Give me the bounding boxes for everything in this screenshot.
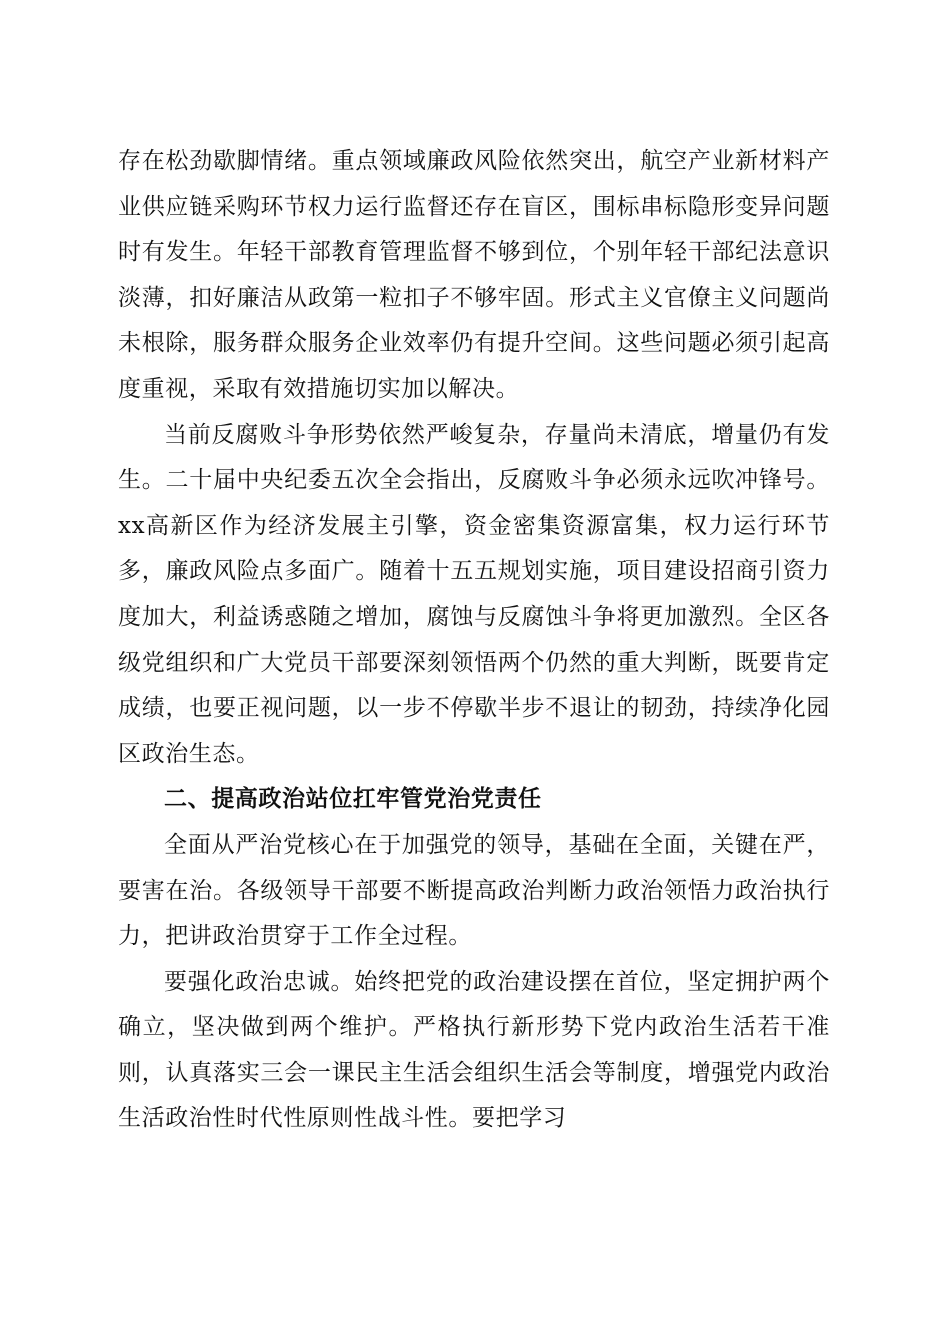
paragraph-situation: 当前反腐败斗争形势依然严峻复杂，存量尚未清底，增量仍有发生。二十届中央纪委五次全会指出，反腐败斗争必须永远吹冲锋号。xx高新区作为经济发展主引擎，资金密集资源富集，权力运行环节多，廉政风险点多面广。随着十五五规划实施，项目建设招商引资力度加大，利益诱惑随之增加，腐蚀与反腐蚀斗争将更加激烈。全区各级党组织和广大党员干部要深刻领悟两个仍然的重大判断，既要肯定成绩，也要正视问题，以一步不停歇半步不退让的韧劲，持续净化园区政治生态。 (118, 421, 830, 767)
paragraph-intro: 全面从严治党核心在于加强党的领导，基础在全面，关键在严，要害在治。各级领导干部要不断提高政治判断力政治领悟力政治执行力，把讲政治贯穿于工作全过程。 (118, 831, 830, 950)
paragraph-political-loyalty: 要强化政治忠诚。始终把党的政治建设摆在首位，坚定拥护两个确立，坚决做到两个维护。严格执行新形势下党内政治生活若干准则，认真落实三会一课民主生活会组织生活会等制度，增强党内政治生活政治性时代性原则性战斗性。要把学习 (118, 968, 830, 1132)
document-body (118, 139, 830, 1142)
paragraph-continuation: 存在松劲歇脚情绪。重点领域廉政风险依然突出，航空产业新材料产业供应链采购环节权力运行监督还存在盲区，围标串标隐形变异问题时有发生。年轻干部教育管理监督不够到位，个别年轻干部纪法意识淡薄，扣好廉洁从政第一粒扣子不够牢固。形式主义官僚主义问题尚未根除，服务群众服务企业效率仍有提升空间。这些问题必须引起高度重视，采取有效措施切实加以解决。 (118, 148, 830, 402)
section-heading: 二、提高政治站位扛牢管党治党责任 (164, 786, 542, 813)
